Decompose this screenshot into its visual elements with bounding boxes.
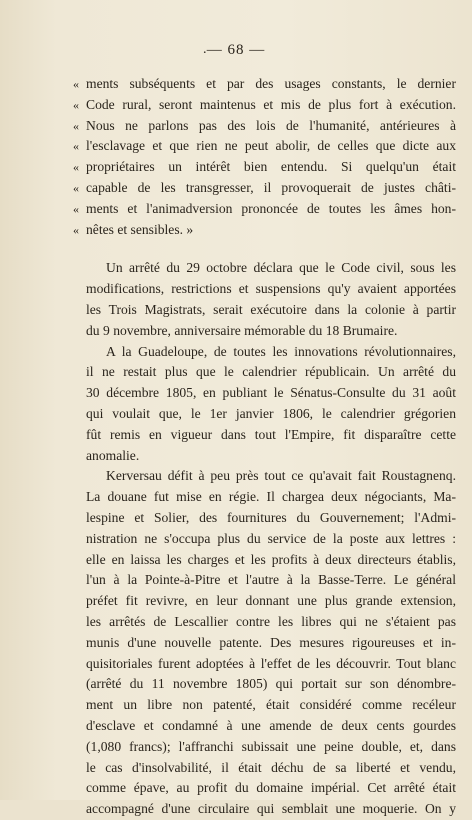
quote-mark: «: [73, 139, 79, 154]
quote-line: « propriétaires un intérêt bien entendu. Si quelqu'un était: [86, 157, 456, 178]
page-mark: .: [203, 42, 207, 57]
text-line: accompagné d'une circulaire qui semblait une moquerie. On y: [86, 801, 456, 817]
text-line: l'un à la Pointe-à-Pitre et l'autre à la Basse-Terre. Le général: [86, 572, 456, 588]
text-line: (1,080 francs); l'affranchi subissait une peine double, et, dans: [86, 738, 456, 754]
quote-mark: «: [73, 201, 79, 216]
paragraph-guadeloupe-calendar: [86, 342, 456, 467]
text-line: fût remis en vigueur dans tout l'Empire, fit disparaître cette: [86, 426, 456, 442]
paragraph-kerversau: [86, 466, 456, 820]
page-body: [73, 74, 456, 820]
quote-line: « Nous ne parlons pas des lois de l'humanité, antérieures à: [86, 116, 456, 137]
text-line: les Trois Magistrats, serait exécutoire dans la colonie à partir: [86, 301, 456, 317]
quote-mark: «: [73, 180, 79, 195]
paragraph-code-civil: [86, 258, 456, 341]
text-line: nistration ne s'occupa plus du service de la poste aux lettres :: [86, 530, 456, 546]
quote-line: « l'esclavage et que rien ne peut abolir, de celles que dicte aux: [86, 136, 456, 157]
quote-mark: «: [73, 222, 79, 237]
text-line: quisitoriales furent adoptées à l'effet de les découvrir. Tout blanc: [86, 655, 456, 671]
text-line: La douane fut mise en régie. Il chargea deux négociants, Ma-: [86, 489, 456, 505]
text-line: anomalie.: [86, 447, 140, 463]
text-line: d'esclave et condamné à une amende de deux cents gourdes: [86, 717, 456, 733]
quote-mark: «: [73, 97, 79, 112]
text-line: 30 décembre 1805, en publiant le Sénatus-Consulte du 31 août: [86, 385, 456, 401]
quote-line: « ments subséquents et par des usages constants, le dernier: [86, 74, 456, 95]
text-line: lespine et Solier, des fournitures du Gouvernement; l'Admi-: [86, 509, 456, 525]
text-line: munis d'une nouvelle patente. Des mesures rigoureuses et in-: [86, 634, 456, 650]
text-line: le cas d'insolvabilité, il était déchu de sa liberté et vendu,: [86, 759, 456, 775]
text-line: Kerversau défit à peu près tout ce qu'avait fait Roustagnenq.: [106, 468, 456, 484]
quote-line: « Code rural, seront maintenus et mis de plus fort à exécution.: [86, 95, 456, 116]
text-line: Un arrêté du 29 octobre déclara que le Code civil, sous les: [106, 260, 456, 276]
text-line: les arrêtés de Lescallier contre les libres qui ne s'étaient pas: [86, 613, 456, 629]
text-line: qui voulait que, le 1er janvier 1806, le calendrier grégorien: [86, 405, 456, 421]
quote-line: « nêtes et sensibles. »: [86, 220, 456, 241]
text-line: ment un libre non patenté, était considéré comme recéleur: [86, 697, 456, 713]
text-line: (arrêté du 11 novembre 1805) qui portait sur son dénombre-: [86, 676, 456, 692]
quote-mark: «: [73, 77, 79, 91]
text-line: modifications, restrictions et suspensions qu'y avaient apportées: [86, 281, 456, 297]
text-line: préfet fit revivre, en leur donnant une plus grande extension,: [86, 593, 456, 609]
quote-mark: «: [73, 160, 79, 175]
text-line: il ne restait plus que le calendrier républicain. Un arrêté du: [86, 364, 456, 380]
text-line: comme épave, au profit du domaine impérial. Cet arrêté était: [86, 780, 456, 796]
quotation-block: [73, 74, 456, 240]
quote-line: « capable de les transgresser, il provoquerait de justes châti-: [86, 178, 456, 199]
text-line: A la Guadeloupe, de toutes les innovations révolutionnaires,: [106, 343, 456, 359]
quote-line: « ments et l'animadversion prononcée de toutes les âmes hon-: [86, 199, 456, 220]
page-number: — 68 —: [206, 42, 266, 58]
text-line: elle en laissa les charges et les profits à deux directeurs établis,: [86, 551, 456, 567]
text-line: du 9 novembre, anniversaire mémorable du 18 Brumaire.: [86, 322, 398, 338]
quote-mark: «: [73, 118, 79, 133]
